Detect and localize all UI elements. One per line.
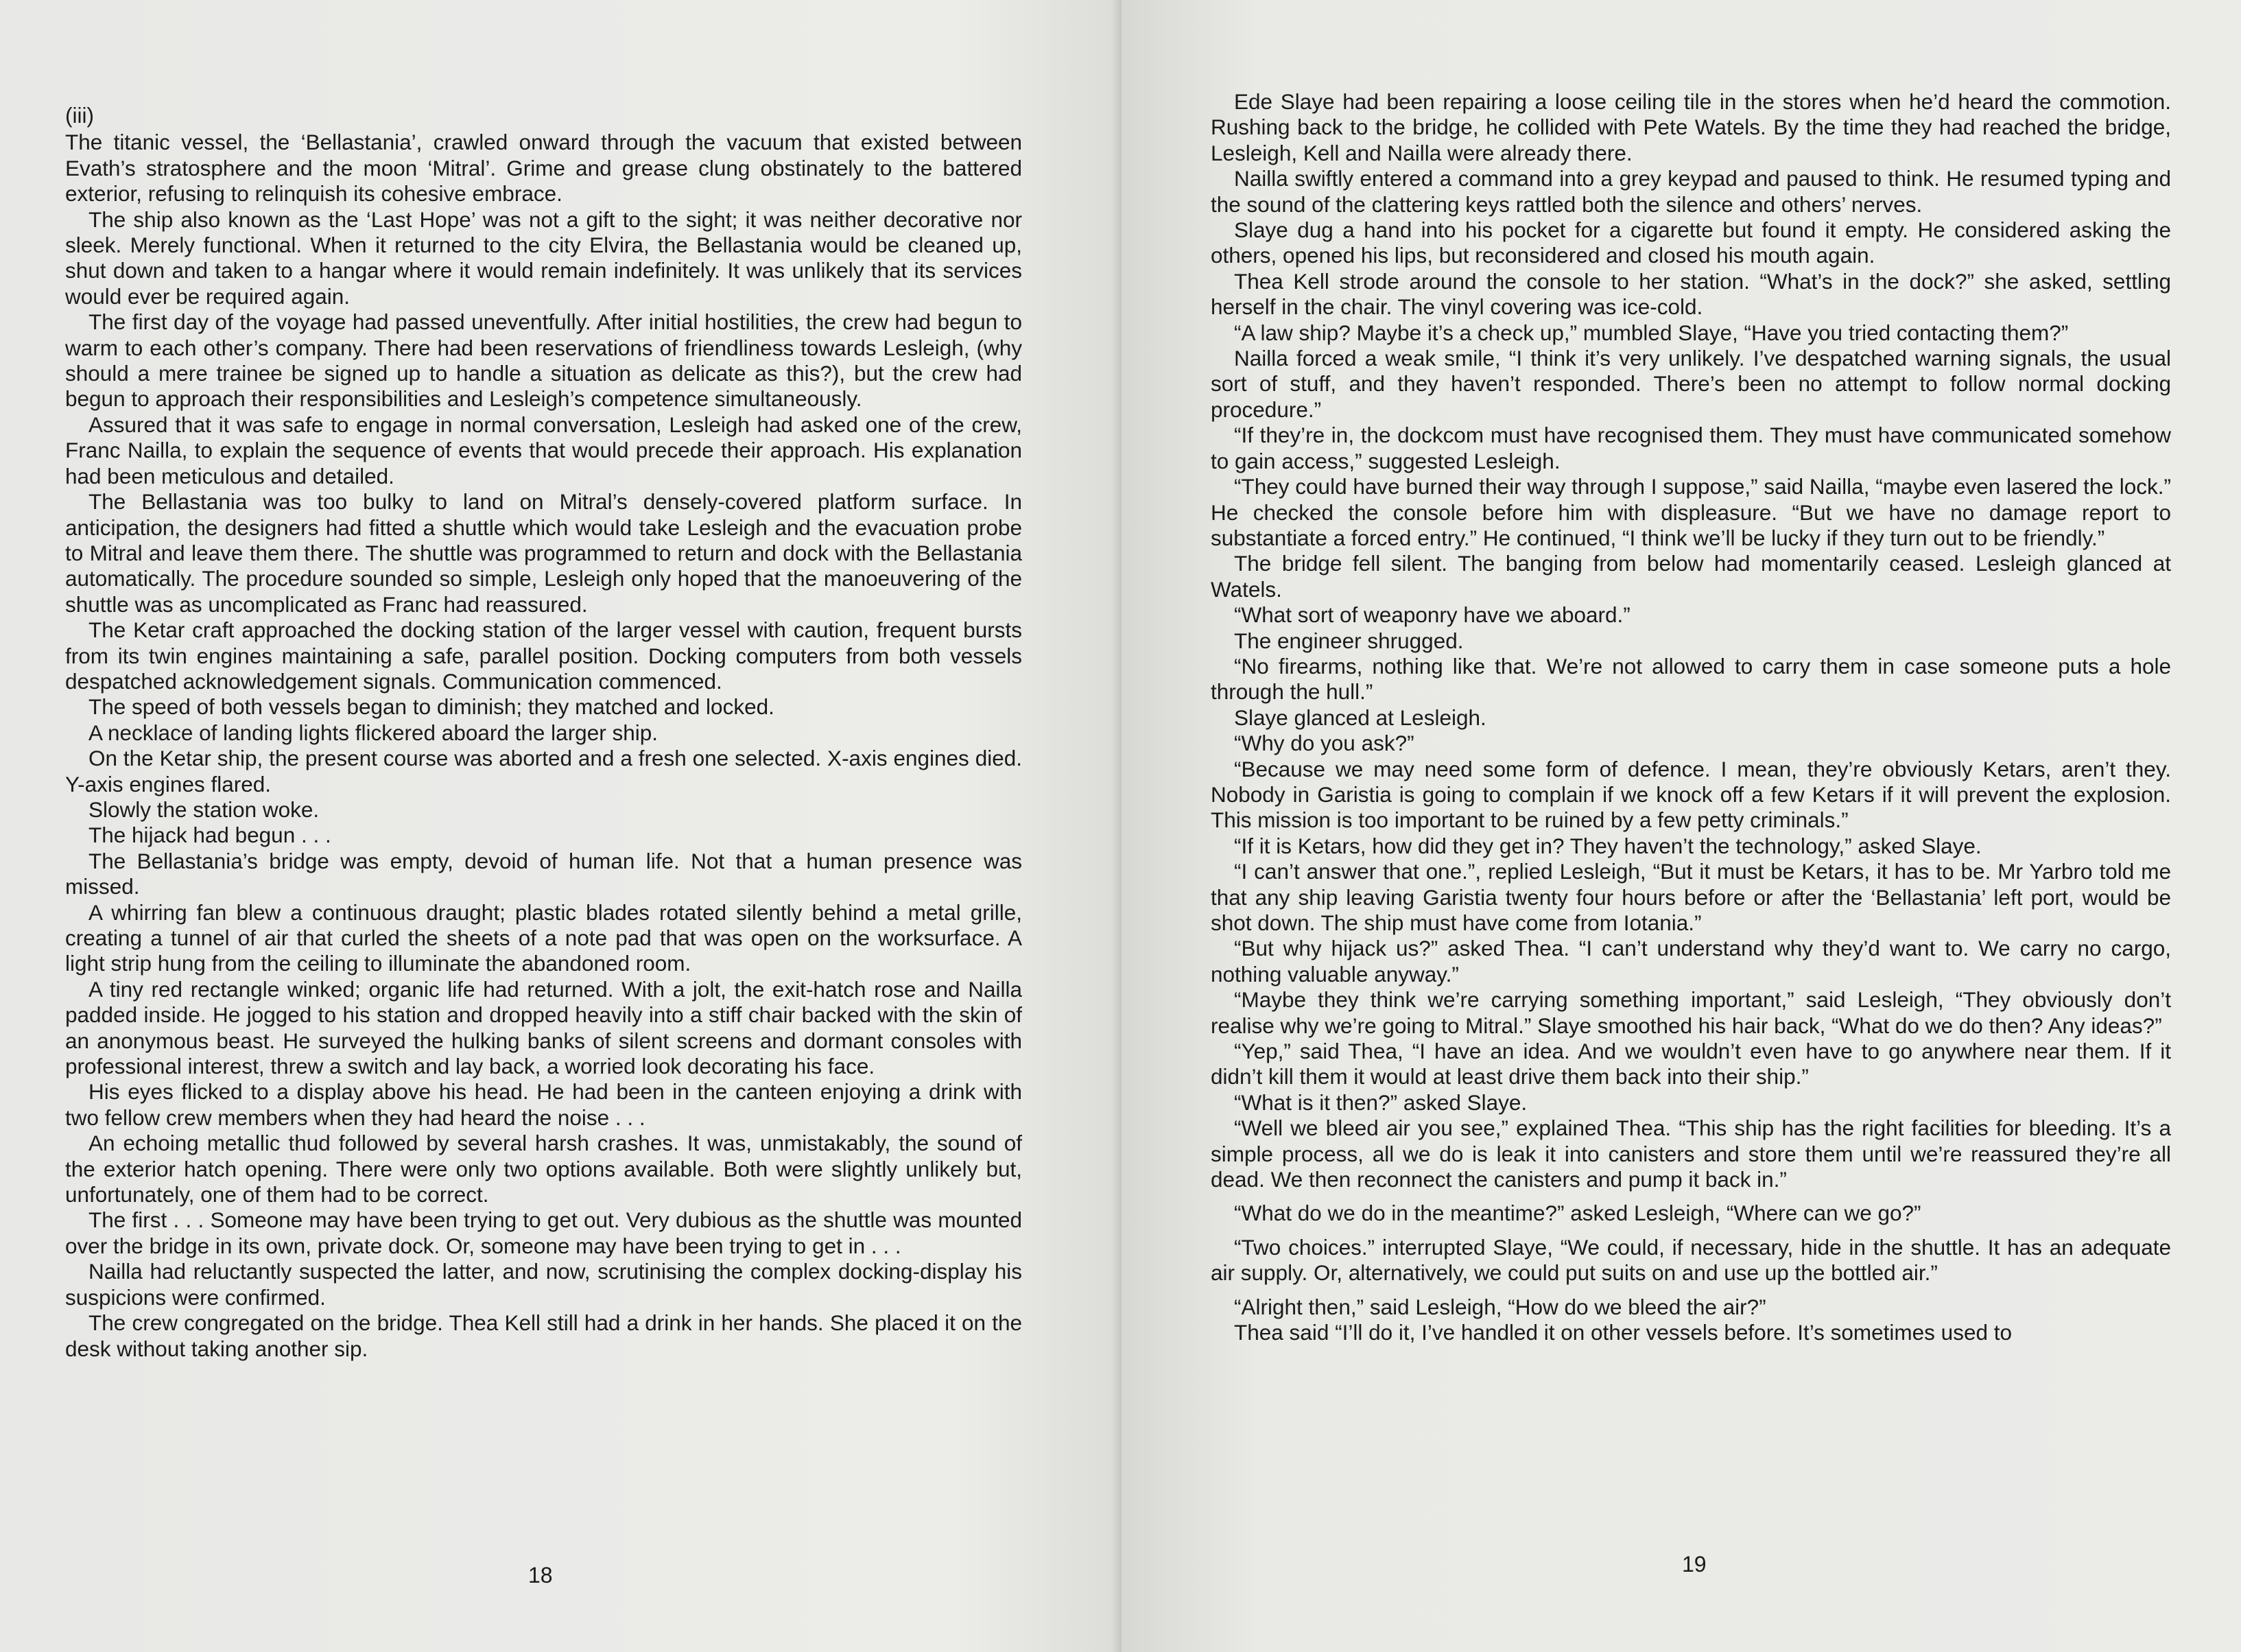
section-label: (iii)	[65, 103, 94, 128]
paragraph: The speed of both vessels began to diminish; they matched and locked.	[88, 694, 774, 720]
paragraph: “Maybe they think we’re carrying something important,” said Lesleigh, “They obviously don’t realise why we’re going to Mitral.” Slaye smoothed his hair back, “What do we do then? Any ideas?”	[1211, 987, 2171, 1038]
left-page-text	[65, 103, 1022, 1362]
paragraph: Ede Slaye had been repairing a loose ceiling tile in the stores when he’d heard the commotion. Rushing back to the bridge, he collided with Pete Watels. By the time they had reached the bridge, Lesleigh, Kell and Nailla were already there.	[1211, 89, 2171, 165]
paragraph: The ship also known as the ‘Last Hope’ was not a gift to the sight; it was neither decorative nor sleek. Merely functional. When it returned to the city Elvira, the Bellastania would be cleaned up, shut down and taken to a hangar where it would remain indefinitely. It was unlikely that its services would ever be required again.	[65, 206, 1022, 309]
paragraph: “What sort of weaponry have we aboard.”	[1234, 602, 1631, 628]
paragraph: The Ketar craft approached the docking station of the larger vessel with caution, frequent bursts from its twin engines maintaining a safe, parallel position. Docking computers from both vessels despatched acknowledgement signals. Communication commenced.	[65, 617, 1022, 694]
paragraph: Nailla had reluctantly suspected the latter, and now, scrutinising the complex docking-display his suspicions were confirmed.	[65, 1259, 1022, 1310]
paragraph: The Bellastania was too bulky to land on Mitral’s densely-covered platform surface. In anticipation, the designers had fitted a shuttle which would take Lesleigh and the evacuation probe to Mitral and leave them there. The shuttle was programmed to return and dock with the Bellastania automatically. The procedure sounded so simple, Lesleigh only hoped that the manoeuvering of the shuttle was as uncomplicated as Franc had reassured.	[65, 489, 1022, 617]
paragraph: “But why hijack us?” asked Thea. “I can’t understand why they’d want to. We carry no cargo, nothing valuable anyway.”	[1211, 936, 2171, 987]
paragraph: A whirring fan blew a continuous draught; plastic blades rotated silently behind a metal grille, creating a tunnel of air that curled the sheets of a note pad that was open on the worksurface. A light strip hung from the ceiling to illuminate the abandoned room.	[65, 899, 1022, 976]
paragraph: “No firearms, nothing like that. We’re not allowed to carry them in case someone puts a hole through the hull.”	[1211, 653, 2171, 705]
paragraph: “What do we do in the meantime?” asked Lesleigh, “Where can we go?”	[1234, 1201, 1921, 1226]
paragraph: “A law ship? Maybe it’s a check up,” mumbled Slaye, “Have you tried contacting them?”	[1234, 320, 2069, 345]
paragraph: “Why do you ask?”	[1234, 731, 1414, 756]
paragraph: “If it is Ketars, how did they get in? They haven’t the technology,” asked Slaye.	[1234, 833, 1982, 858]
paragraph: Thea said “I’ll do it, I’ve handled it on other vessels before. It’s sometimes used to	[1234, 1320, 2012, 1345]
paragraph: A necklace of landing lights flickered aboard the larger ship.	[88, 720, 658, 745]
paragraph: Slowly the station woke.	[88, 796, 320, 822]
paragraph: Slaye glanced at Lesleigh.	[1234, 705, 1486, 730]
paragraph: Nailla forced a weak smile, “I think it’s very unlikely. I’ve despatched warning signals, the usual sort of stuff, and they haven’t responded. There’s been no attempt to follow normal docking procedure.”	[1211, 346, 2171, 422]
paragraph: “If they’re in, the dockcom must have recognised them. They must have communicated somehow to gain access,” suggested Lesleigh.	[1211, 423, 2171, 473]
page-number-right: 19	[1682, 1552, 1707, 1577]
paragraph: “I can’t answer that one.”, replied Lesleigh, “But it must be Ketars, it has to be. Mr Yarbro told me that any ship leaving Garistia twenty four hours before or after the ‘Bellastania’ left port, would be shot down. The ship must have come from Iotania.”	[1211, 859, 2171, 935]
paragraph: The engineer shrugged.	[1234, 628, 1464, 653]
paragraph: The first day of the voyage had passed uneventfully. After initial hostilities, the crew had begun to warm to each other’s company. There had been reservations of friendliness towards Lesleigh, (why should a mere trainee be signed up to handle a situation as delicate as this?), but the crew had begun to approach their responsibilities and Lesleigh’s competence simultaneously.	[65, 309, 1022, 412]
paragraph: His eyes flicked to a display above his head. He had been in the canteen enjoying a drink with two fellow crew members when they had heard the noise . . .	[65, 1079, 1022, 1130]
paragraph: The first . . . Someone may have been trying to get out. Very dubious as the shuttle was mounted over the bridge in its own, private dock. Or, someone may have been trying to get in . . .	[65, 1207, 1022, 1258]
paragraph: Nailla swiftly entered a command into a grey keypad and paused to think. He resumed typing and the sound of the clattering keys rattled both the silence and others’ nerves.	[1211, 166, 2171, 217]
paragraph: The Bellastania’s bridge was empty, devoid of human life. Not that a human presence was missed.	[65, 848, 1022, 899]
right-page	[1122, 0, 2241, 1652]
paragraph: “Yep,” said Thea, “I have an idea. And we wouldn’t even have to go anywhere near them. If it didn’t kill them it would at least drive them back into their ship.”	[1211, 1039, 2171, 1089]
paragraph: The titanic vessel, the ‘Bellastania’, crawled onward through the vacuum that existed between Evath’s stratosphere and the moon ‘Mitral’. Grime and grease clung obstinately to the battered exterior, refusing to relinquish its cohesive embrace.	[65, 130, 1022, 206]
paragraph: Thea Kell strode around the console to her station. “What’s in the dock?” she asked, settling herself in the chair. The vinyl covering was ice-cold.	[1211, 268, 2171, 320]
paragraph: “Because we may need some form of defence. I mean, they’re obviously Ketars, aren’t they. Nobody in Garistia is going to complain if we knock off a few Ketars if it will prevent the explosion. This mission is too important to be ruined by a few petty criminals.”	[1211, 756, 2171, 833]
paragraph: The bridge fell silent. The banging from below had momentarily ceased. Lesleigh glanced at Watels.	[1211, 551, 2171, 602]
paragraph: “Alright then,” said Lesleigh, “How do we bleed the air?”	[1234, 1294, 1766, 1319]
paragraph: “What is it then?” asked Slaye.	[1234, 1089, 1528, 1115]
paragraph: An echoing metallic thud followed by several harsh crashes. It was, unmistakably, the sound of the exterior hatch opening. There were only two options available. Both were slightly unlikely but, unfortunately, one of them had to be correct.	[65, 1131, 1022, 1207]
paragraph: A tiny red rectangle winked; organic life had returned. With a jolt, the exit-hatch rose and Nailla padded inside. He jogged to his station and dropped heavily into a stiff chair backed with the skin of an anonymous beast. He surveyed the hulking banks of silent screens and dormant consoles with professional interest, threw a switch and lay back, a worried look decorating his face.	[65, 976, 1022, 1079]
paragraph: Slaye dug a hand into his pocket for a cigarette but found it empty. He considered asking the others, opened his lips, but reconsidered and closed his mouth again.	[1211, 217, 2171, 268]
page-number-left: 18	[528, 1563, 553, 1588]
paragraph: “Well we bleed air you see,” explained Thea. “This ship has the right facilities for bleeding. It’s a simple process, all we do is leak it into canisters and store them until we’re reassured they’re all dead. We then reconnect the canisters and pump it back in.”	[1211, 1116, 2171, 1192]
paragraph: The hijack had begun . . .	[88, 823, 331, 848]
paragraph: “They could have burned their way through I suppose,” said Nailla, “maybe even lasered the lock.” He checked the console before him with displeasure. “But we have no damage report to substantiate a forced entry.” He continued, “I think we’ll be lucky if they turn out to be friendly.”	[1211, 474, 2171, 550]
right-page-text	[1211, 89, 2171, 1346]
paragraph: Assured that it was safe to engage in normal conversation, Lesleigh had asked one of the crew, Franc Nailla, to explain the sequence of events that would precede their approach. His explanation had been meticulous and detailed.	[65, 412, 1022, 488]
paragraph: “Two choices.” interrupted Slaye, “We could, if necessary, hide in the shuttle. It has an adequate air supply. Or, alternatively, we could put suits on and use up the bottled air.”	[1211, 1234, 2171, 1286]
paragraph: The crew congregated on the bridge. Thea Kell still had a drink in her hands. She placed it on the desk without taking another sip.	[65, 1310, 1022, 1361]
paragraph: On the Ketar ship, the present course was aborted and a fresh one selected. X-axis engines died. Y-axis engines flared.	[65, 746, 1022, 796]
